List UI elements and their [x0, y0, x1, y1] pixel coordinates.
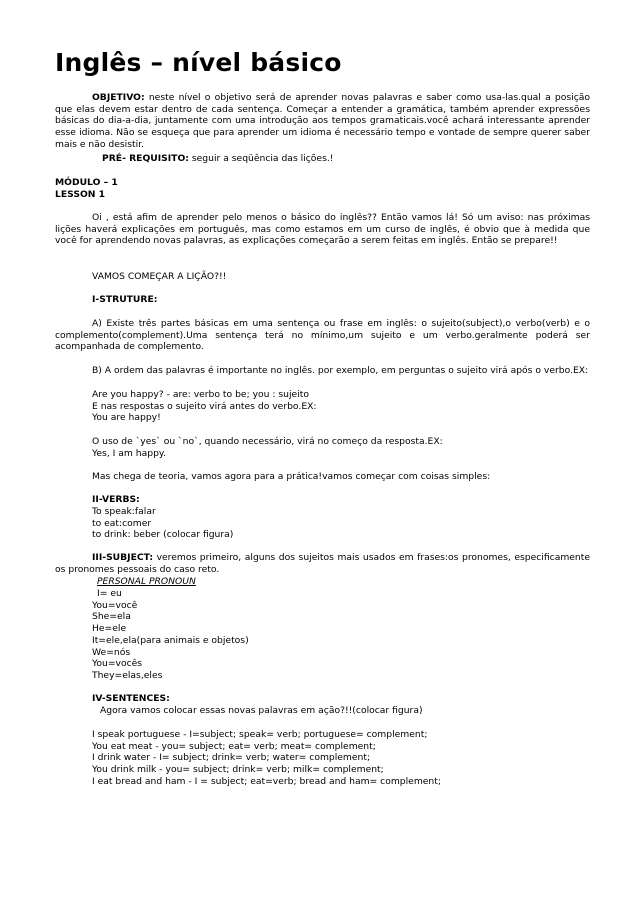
- pronoun-item: We=nós: [92, 646, 131, 658]
- page-title: Inglês – nível básico: [55, 48, 342, 77]
- sentence-item: You eat meat - you= subject; eat= verb; meat= complement;: [92, 740, 376, 752]
- prerequisite-text: seguir a seqüência das lições.!: [188, 153, 334, 164]
- pronoun-item: They=elas,eles: [92, 669, 163, 681]
- verb-item: to eat:comer: [92, 517, 152, 529]
- example-line: E nas respostas o sujeito virá antes do verbo.EX:: [92, 400, 317, 412]
- pronoun-item: You=vocês: [92, 658, 143, 670]
- prerequisite-label: PRÉ- REQUISITO:: [102, 153, 189, 164]
- pronoun-item: It=ele,ela(para animais e objetos): [92, 634, 249, 646]
- pronoun-title: PERSONAL PRONOUN: [97, 576, 196, 587]
- objetivo-paragraph: [55, 92, 590, 151]
- structure-paragraph-b: B) A ordem das palavras é importante no inglês. por exemplo, em perguntas o sujeito virá após o verbo.EX:: [92, 365, 589, 376]
- sentences-heading: IV-SENTENCES:: [92, 693, 170, 704]
- sentence-item: I eat bread and ham - I = subject; eat=verb; bread and ham= complement;: [92, 775, 441, 787]
- lets-start-line: VAMOS COMEÇAR A LIÇÃO?!!: [92, 271, 227, 282]
- example-line: You are happy!: [92, 412, 161, 424]
- yes-no-line: O uso de `yes` ou `no`, quando necessário, virá no começo da resposta.EX:: [92, 436, 443, 447]
- verb-item: To speak:falar: [92, 506, 156, 517]
- yes-example-line: Yes, I am happy.: [92, 448, 166, 459]
- verb-item: to drink: beber (colocar figura): [92, 529, 234, 541]
- module-heading: MÓDULO – 1: [55, 177, 118, 188]
- intro-paragraph: Oi , está afim de aprender pelo menos o básico do inglês?? Então vamos lá! Só um aviso: nas próximas lições haverá explicações em português, mas como estamos em um curso de inglês, é obvio que à medida que você for aprendendo novas palavras, as explicações começarão a serem feitas em inglês. Então se prepare!!: [55, 212, 590, 247]
- pronoun-item: I= eu: [97, 588, 122, 599]
- sentence-item: I speak portuguese - I=subject; speak= verb; portuguese= complement;: [92, 729, 428, 740]
- theory-line: Mas chega de teoria, vamos agora para a prática!vamos começar com coisas simples:: [92, 471, 491, 482]
- prerequisite-line: [55, 153, 637, 165]
- objetivo-label: OBJETIVO:: [92, 92, 145, 103]
- subject-heading: III-SUBJECT:: [92, 552, 154, 563]
- pronoun-item: He=ele: [92, 623, 127, 635]
- objetivo-text: neste nível o objetivo será de aprender novas palavras e saber como usa-las.qual a posição que elas devem estar dentro de cada sentença. Começar a entender a gramática, também aprender expressões básicas do dia-a-dia, juntamente com uma introdução aos tempos gramaticais.você achará interessante aprender esse idioma. Não se esqueça que para aprender um idioma é necessário tempo e vontade de sempre querer saber mais e não desistir.: [55, 92, 590, 150]
- pronoun-list: [55, 588, 627, 682]
- subject-paragraph: [55, 552, 590, 575]
- verbs-heading: II-VERBS:: [92, 494, 140, 505]
- pronoun-item: She=ela: [92, 611, 131, 623]
- structure-paragraph-a: A) Existe três partes básicas em uma sentença ou frase em inglês: o sujeito(subject),o verbo(verb) e o complemento(complement).Uma sentença terá no mínimo,um sujeito e um verbo.geralmente poderá ser acompanhada de complemento.: [55, 318, 590, 353]
- sentence-item: You drink milk - you= subject; drink= verb; milk= complement;: [92, 764, 384, 776]
- subject-text: veremos primeiro, alguns dos sujeitos mais usados em frases:os pronomes, especificamente os pronomes pessoais do caso reto.: [55, 552, 590, 575]
- structure-heading: I-STRUTURE:: [92, 294, 158, 305]
- sentence-item: I drink water - I= subject; drink= verb; water= complement;: [92, 752, 371, 764]
- example-line: Are you happy? - are: verbo to be; you : sujeito: [92, 389, 309, 400]
- structure-examples: [55, 389, 627, 424]
- pronoun-item: You=você: [92, 599, 138, 611]
- lesson-heading: LESSON 1: [55, 189, 106, 200]
- sentences-intro: Agora vamos colocar essas novas palavras em ação?!!(colocar figura): [100, 705, 423, 716]
- verbs-list: [55, 506, 627, 541]
- sentences-list: [55, 729, 627, 788]
